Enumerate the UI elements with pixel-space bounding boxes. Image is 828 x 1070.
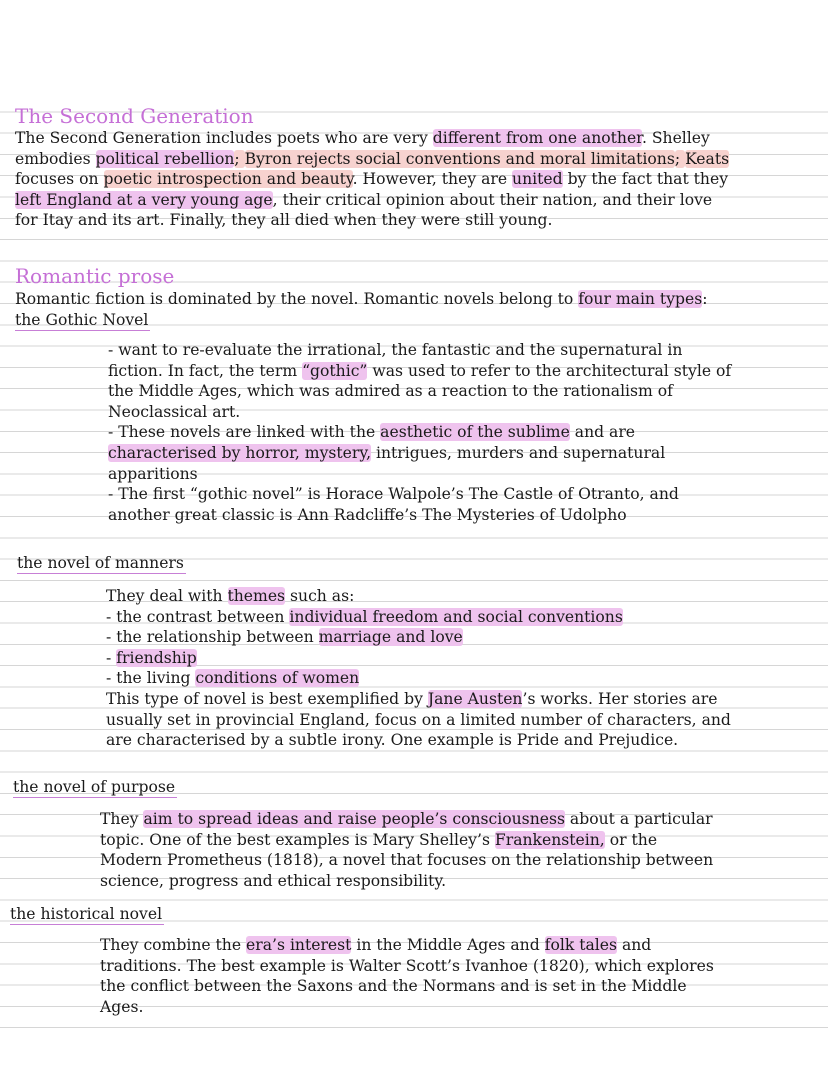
paragraph-line: focuses on poetic introspection and beauty. However, they are united by the fact that they [15, 170, 729, 189]
paragraph-line: - The first “gothic novel” is Horace Walpole’s The Castle of Otranto, and [108, 485, 679, 504]
paragraph-line: They combine the era’s interest in the Middle Ages and folk tales and [100, 936, 652, 954]
highlight: Jane Austen [427, 689, 523, 708]
paragraph-line: characterised by horror, mystery, intrigues, murders and supernatural [108, 443, 666, 462]
historical-novel-subheading: the historical novel [10, 905, 163, 923]
paragraph-line: traditions. The best example is Walter Scott’s Ivanhoe (1820), which explores [100, 956, 714, 975]
highlight: political rebellion [95, 149, 235, 168]
second-generation-paragraph [15, 128, 729, 231]
second-generation-heading: The Second Generation [15, 104, 254, 128]
paragraph-line: topic. One of the best examples is Mary Shelley’s Frankenstein, or the [100, 830, 658, 849]
highlight: united [512, 170, 563, 189]
highlight: four main types [578, 290, 703, 308]
paragraph-line: apparitions [108, 464, 198, 483]
highlight: poetic introspection and beauty [103, 170, 353, 189]
paragraph-line: usually set in provincial England, focus on a limited number of characters, and [106, 710, 731, 729]
historical-novel-paragraph [100, 935, 714, 1017]
paragraph-line: This type of novel is best exemplified by Jane Austen’s works. Her stories are [106, 689, 718, 708]
romantic-prose-heading: Romantic prose [15, 264, 175, 288]
paragraph-line: They aim to spread ideas and raise people’s consciousness about a particular [100, 810, 713, 828]
gothic-novel-subheading: the Gothic Novel [15, 311, 149, 329]
novel-of-purpose-paragraph [100, 809, 713, 891]
paragraph-line: the conflict between the Saxons and the Normans and is set in the Middle [100, 977, 687, 996]
highlight: left England at a very young age [15, 190, 273, 209]
paragraph-line: for Itay and its art. Finally, they all died when they were still young. [15, 211, 553, 230]
paragraph-line: - friendship [106, 648, 197, 667]
highlight: era’s interest [246, 936, 352, 954]
highlight: Keats [685, 149, 730, 168]
paragraph-line: science, progress and ethical responsibility. [100, 871, 447, 890]
highlight: themes [227, 587, 286, 605]
highlight: marriage and love [318, 628, 463, 647]
novel-of-manners-subheading: the novel of manners [17, 554, 184, 572]
novel-of-purpose-subheading: the novel of purpose [13, 778, 176, 796]
paragraph-line: Modern Prometheus (1818), a novel that focuses on the relationship between [100, 851, 714, 870]
paragraph-line: - These novels are linked with the aesthetic of the sublime and are [108, 423, 636, 442]
romantic-prose-intro [15, 289, 708, 310]
paragraph-line: - the relationship between marriage and love [106, 628, 463, 647]
paragraph-line: left England at a very young age, their critical opinion about their nation, and their love [15, 190, 713, 209]
highlight: Frankenstein, [494, 830, 605, 849]
highlight: individual freedom and social conventions [289, 607, 623, 626]
gothic-novel-paragraph [108, 340, 731, 525]
paragraph-line: - the living conditions of women [106, 669, 360, 688]
highlight: friendship [116, 648, 197, 667]
highlight: “gothic” [302, 361, 368, 380]
novel-of-manners-paragraph [106, 586, 731, 751]
paragraph-line: Neoclassical art. [108, 402, 241, 421]
paragraph-line: Ages. [100, 997, 144, 1016]
highlight: conditions of women [195, 669, 360, 688]
highlight: different from one another [432, 129, 642, 147]
paragraph-line: - want to re-evaluate the irrational, the fantastic and the supernatural in [108, 341, 683, 359]
highlight: characterised by horror, mystery, [108, 443, 372, 462]
paragraph-line: They deal with themes such as: [106, 587, 355, 605]
paragraph-line: fiction. In fact, the term “gothic” was used to refer to the architectural style of [108, 361, 732, 380]
paragraph-line: Romantic fiction is dominated by the novel. Romantic novels belong to four main types: [15, 290, 708, 308]
paragraph-line: - the contrast between individual freedom and social conventions [106, 607, 623, 626]
paragraph-line: are characterised by a subtle irony. One example is Pride and Prejudice. [106, 731, 679, 750]
paragraph-line: The Second Generation includes poets who are very different from one another. Shelley [15, 129, 710, 147]
paragraph-line: another great classic is Ann Radcliffe’s The Mysteries of Udolpho [108, 505, 627, 524]
highlight: Byron rejects social conventions and moral limitations [244, 149, 675, 168]
paragraph-line: the Middle Ages, which was admired as a reaction to the rationalism of [108, 382, 673, 401]
highlight: folk tales [544, 936, 618, 954]
paragraph-line: embodies political rebellion; Byron rejects social conventions and moral limitations; Keats [15, 149, 730, 168]
highlight: aesthetic of the sublime [380, 423, 570, 442]
highlight: aim to spread ideas and raise people’s consciousness [143, 810, 565, 828]
